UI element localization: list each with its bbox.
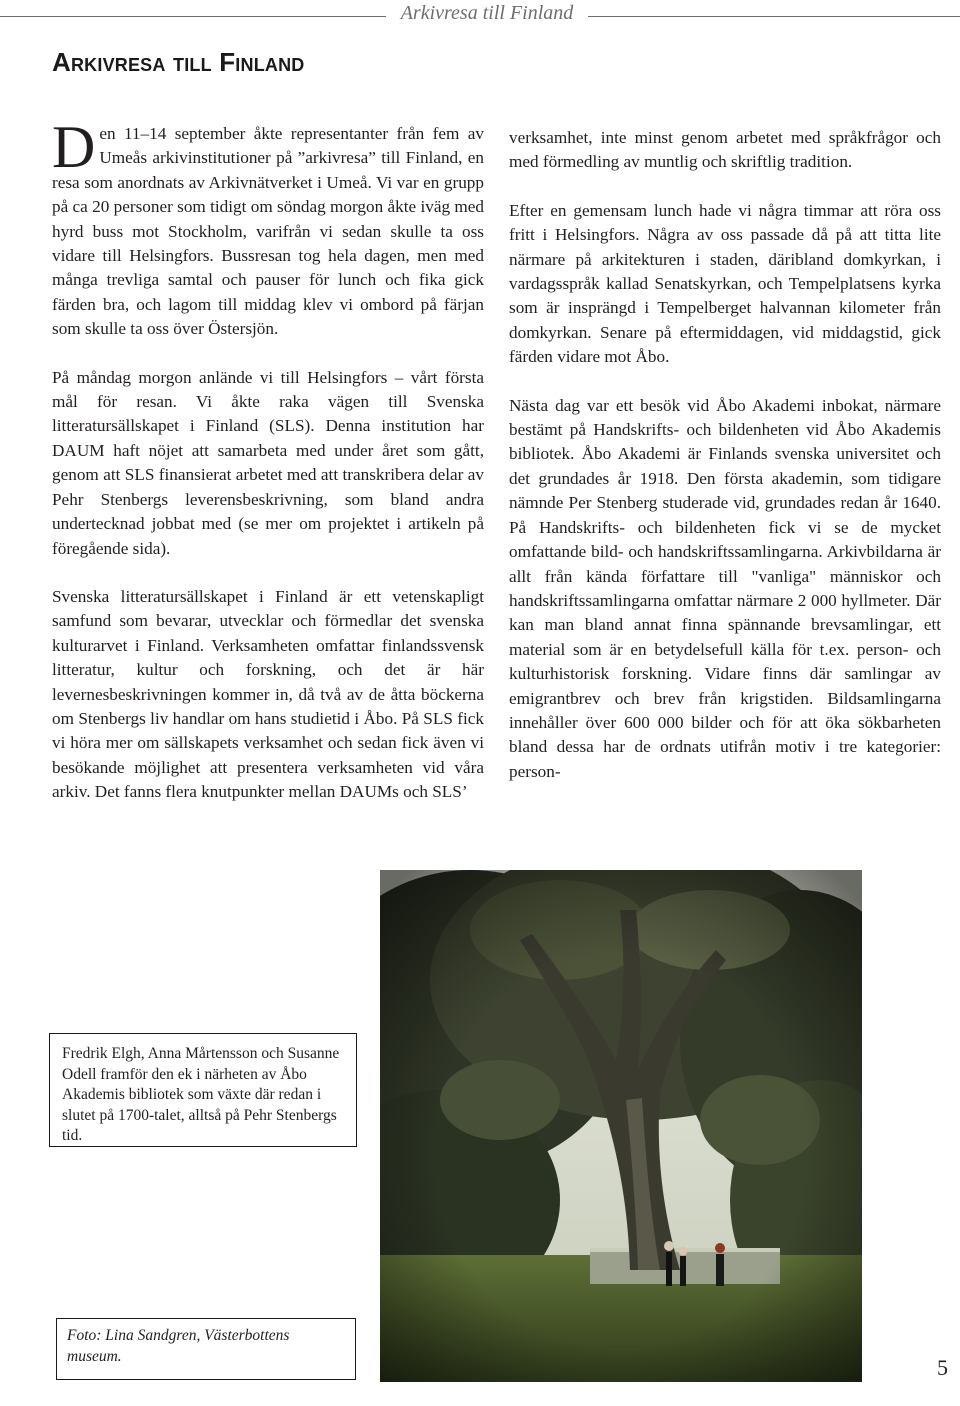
page-number: 5 (937, 1355, 948, 1380)
running-header: Arkivresa till Finland (400, 2, 574, 24)
photo-credit: Foto: Lina Sandgren, Västerbottens museum. (56, 1318, 356, 1380)
paragraph: Nästa dag var ett besök vid Åbo Akademi inbokat, närmare bestämt på Handskrifts- och bildenheten vid Åbo Akademis bibliotek. Åbo Akademi är Finlands svenska universitet och det grundades år 1918. Den första akademin, som tidigare nämnde Per Stenberg studerade vid, grundades redan år 1640. På Handskrifts- och bildenheten fick vi se de mycket omfattande bild- och handskriftssamlingarna. Arkivbildarna är allt från kända författare till "vanliga" människor och handskriftssamlingarna omfattar närmare 2 000 hyllmeter. Där kan man bland annat finna spännande brevsamlingar, ett material som är en betydelsefull källa för t.ex. person- och kulturhistorisk forskning. Vidare finns där samlingar av emigrantbrev och brev från krigstiden. Bildsamlingarna innehåller över 600 000 bilder och för att öka sökbarheten bland dessa har de ordnats utifrån motiv i tre kategorier: person- (509, 395, 941, 781)
paragraph: Svenska litteratursällskapet i Finland är ett vetenskapligt samfund som bevarar, utvecklar och förmedlar det svenska kulturarvet i Finland. Verksamheten omfattar finlandssvensk litteratur, kultur och forskning, och det är här levernesbeskrivningen kommer in, då två av de åtta böckerna om Stenbergs liv handlar om hans studietid i Åbo. På SLS fick vi höra mer om sällskapets verksamhet och sedan fick även vi besökande möjlighet att presentera verksamheten vid våra arkiv. Det fanns flera knutpunkter mellan DAUMs och SLS’ (52, 586, 484, 802)
paragraph: verksamhet, inte minst genom arbetet med språkfrågor och med förmedling av muntlig och skriftlig tradition. (509, 128, 941, 172)
oak-tree-photo (380, 870, 862, 1382)
left-column (52, 114, 484, 829)
article-title: Arkivresa till Finland (52, 47, 305, 77)
paragraph-text: en 11–14 september åkte representanter från fem av Umeås arkivinstitutioner på ”arkivresa” till Finland, en resa som anordnats av Arkivnätverket i Umeå. Vi var en grupp på ca 20 personer som tidigt om söndag morgon åkte iväg med hyrd buss mot Stockholm, varifrån vi sedan skulle ta oss vidare till Helsingfors. Bussresan tog hela dagen, men med många trevliga samtal och pauser för lunch och fika gick färden bra, och lagom till middag klev vi ombord på färjan som skulle ta oss över Östersjön. (52, 124, 484, 339)
oak-tree-illustration (380, 870, 862, 1382)
drop-cap: D (52, 114, 96, 180)
paragraph: På måndag morgon anlände vi till Helsingfors – vårt första mål för resan. Vi åkte raka vägen till Svenska litteratursällskapet i Finland (SLS). Denna institution har DAUM haft nöjet att samarbeta med under året som gått, genom att SLS finansierat arbetet med att transkribera delar av Pehr Stenbergs leverensbeskrivning, som bland andra undertecknad jobbat med (se mer om projektet i artikeln på föregående sida). (52, 367, 484, 558)
header-rule-left (0, 16, 386, 17)
header-rule-right (588, 16, 960, 17)
paragraph (52, 114, 484, 342)
right-column (509, 126, 941, 808)
photo-caption: Fredrik Elgh, Anna Mårtensson och Susanne Odell framför den ek i närheten av Åbo Akademis bibliotek som växte där redan i slutet på 1700-talet, alltså på Pehr Stenbergs tid. (49, 1033, 357, 1147)
paragraph: Efter en gemensam lunch hade vi några timmar att röra oss fritt i Helsingfors. Några av oss passade då på att titta lite närmare på arkitekturen i staden, däribland domkyrkan, i vardagsspråk kallad Senatskyrkan, och Tempelplatsens kyrka som är insprängd i Tempelberget halvannan kilometer från domkyrkan. Senare på eftermiddagen, vid middagstid, gick färden vidare mot Åbo. (509, 200, 941, 367)
